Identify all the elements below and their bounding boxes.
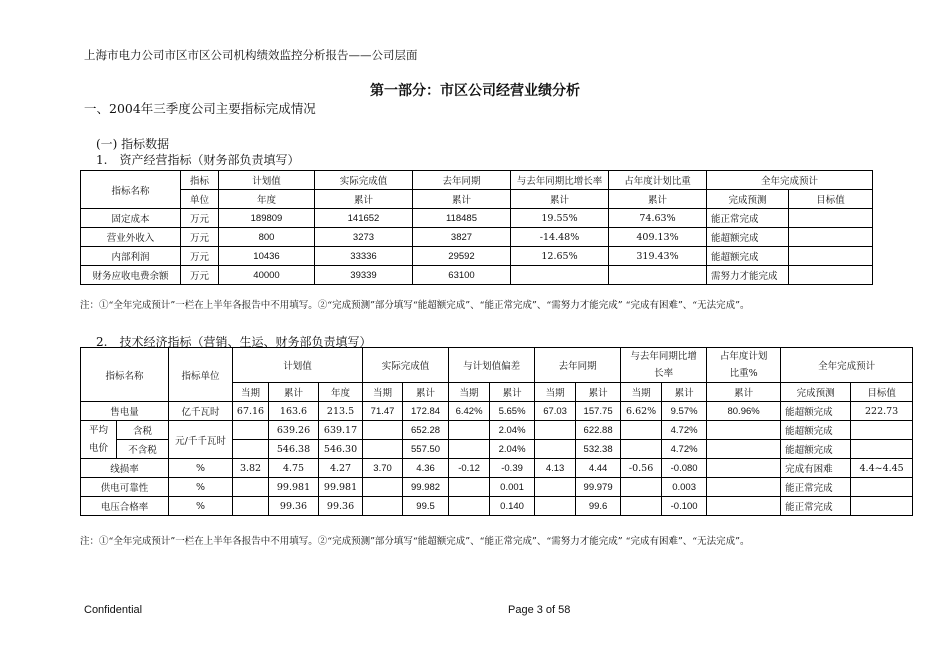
- data-cell: 546.30: [319, 440, 363, 459]
- data-cell: 6.62%: [621, 402, 662, 421]
- data-cell: 4.13: [535, 459, 576, 478]
- data-cell: 99.981: [319, 478, 363, 497]
- data-cell: [851, 497, 913, 516]
- data-cell: 222.73: [851, 402, 913, 421]
- data-cell: 67.03: [535, 402, 576, 421]
- data-cell: 4.44: [576, 459, 621, 478]
- indicator-unit: 万元: [181, 247, 219, 266]
- data-cell: 4.27: [319, 459, 363, 478]
- actual-value: 33336: [315, 247, 413, 266]
- header-plan-share: 占年度计划比重: [609, 171, 707, 190]
- yoy-growth: 19.55%: [511, 209, 609, 228]
- data-cell: 能正常完成: [781, 478, 851, 497]
- data-cell: [621, 421, 662, 440]
- data-cell: 4.75: [269, 459, 319, 478]
- header-indicator: 指标: [181, 171, 219, 190]
- data-cell: 99.979: [576, 478, 621, 497]
- plan-share: 409.13%: [609, 228, 707, 247]
- last-year-value: 118485: [413, 209, 511, 228]
- header-yoy-line1: 与去年同期比增: [630, 351, 697, 362]
- data-cell: -0.56: [621, 459, 662, 478]
- data-cell: -0.12: [449, 459, 490, 478]
- header-plan: 计划值: [219, 171, 315, 190]
- indicator-name: 电压合格率: [81, 497, 169, 516]
- table-row: [81, 228, 873, 247]
- plan-value: 189809: [219, 209, 315, 228]
- plan-share: [609, 266, 707, 285]
- data-cell: 157.75: [576, 402, 621, 421]
- subheader-cell: 累计: [269, 383, 319, 402]
- indicator-name: 线损率: [81, 459, 169, 478]
- data-cell: [535, 421, 576, 440]
- data-cell: [535, 497, 576, 516]
- table-row: [81, 478, 913, 497]
- data-cell: 4.72%: [662, 421, 707, 440]
- indicator-name: 供电可靠性: [81, 478, 169, 497]
- subheader-year: 年度: [219, 190, 315, 209]
- data-cell: -0.080: [662, 459, 707, 478]
- header-unit: 单位: [181, 190, 219, 209]
- data-cell: [851, 421, 913, 440]
- table-row: [81, 497, 913, 516]
- indicator-name: 财务应收电费余额: [81, 266, 181, 285]
- header-actual: 实际完成值: [315, 171, 413, 190]
- data-cell: 99.6: [576, 497, 621, 516]
- table-row: [81, 266, 873, 285]
- data-cell: [851, 478, 913, 497]
- data-cell: [233, 497, 269, 516]
- data-cell: [363, 421, 403, 440]
- subheader-prediction: 完成预测: [707, 190, 789, 209]
- subsection-2-title: 2. 技术经济指标（营销、生运、财务部负责填写）: [96, 335, 372, 349]
- subheader-target: 目标值: [789, 190, 873, 209]
- running-header: 上海市电力公司市区市区公司机构绩效监控分析报告——公司层面: [84, 48, 418, 62]
- technical-indicator-table: [80, 347, 913, 516]
- last-year-value: 63100: [413, 266, 511, 285]
- data-cell: 3.82: [233, 459, 269, 478]
- data-cell: 0.140: [490, 497, 535, 516]
- data-cell: 完成有困难: [781, 459, 851, 478]
- data-cell: 99.5: [403, 497, 449, 516]
- plan-value: 10436: [219, 247, 315, 266]
- yoy-growth: [511, 266, 609, 285]
- data-cell: [707, 440, 781, 459]
- table-row: [81, 247, 873, 266]
- header-share-line2: 比重%: [729, 368, 758, 379]
- data-cell: [535, 478, 576, 497]
- subheader-cumulative: 累计: [511, 190, 609, 209]
- data-cell: 652.28: [403, 421, 449, 440]
- data-cell: 4.4~4.45: [851, 459, 913, 478]
- avg-price-line2: 电价: [88, 442, 108, 454]
- header-plan: 计划值: [233, 348, 363, 383]
- yoy-growth: -14.48%: [511, 228, 609, 247]
- data-cell: 能正常完成: [781, 497, 851, 516]
- header-yoy-line2: 长率: [654, 368, 674, 379]
- data-cell: [449, 421, 490, 440]
- table-row: [81, 421, 913, 440]
- table-row: [81, 402, 913, 421]
- forecast-target: [789, 266, 873, 285]
- indicator-name: 内部利润: [81, 247, 181, 266]
- subheader-cumulative: 累计: [609, 190, 707, 209]
- data-cell: [449, 440, 490, 459]
- data-cell: -0.39: [490, 459, 535, 478]
- actual-value: 141652: [315, 209, 413, 228]
- indicator-unit: 万元: [181, 209, 219, 228]
- header-indicator-name: 指标名称: [81, 171, 181, 209]
- data-cell: [363, 440, 403, 459]
- yoy-growth: 12.65%: [511, 247, 609, 266]
- subheader-cell: 完成预测: [781, 383, 851, 402]
- data-cell: 9.57%: [662, 402, 707, 421]
- header-actual: 实际完成值: [363, 348, 449, 383]
- plan-share: 319.43%: [609, 247, 707, 266]
- data-cell: 6.42%: [449, 402, 490, 421]
- data-cell: [363, 497, 403, 516]
- plan-value: 800: [219, 228, 315, 247]
- data-cell: 163.6: [269, 402, 319, 421]
- part-title: 第一部分：市区公司经营业绩分析: [370, 83, 580, 99]
- forecast-target: [789, 209, 873, 228]
- indicator-name: 固定成本: [81, 209, 181, 228]
- header-last-year: 去年同期: [413, 171, 511, 190]
- header-yoy: 与去年同期比增长率: [511, 171, 609, 190]
- data-cell: 能超额完成: [781, 421, 851, 440]
- subheader-cell: 累计: [576, 383, 621, 402]
- last-year-value: 29592: [413, 247, 511, 266]
- last-year-value: 3827: [413, 228, 511, 247]
- forecast-prediction: 能超额完成: [707, 228, 789, 247]
- data-cell: 67.16: [233, 402, 269, 421]
- data-cell: 2.04%: [490, 421, 535, 440]
- subheader-cell: 累计: [490, 383, 535, 402]
- data-cell: [233, 478, 269, 497]
- data-cell: 5.65%: [490, 402, 535, 421]
- data-cell: 546.38: [269, 440, 319, 459]
- data-cell: 2.04%: [490, 440, 535, 459]
- forecast-prediction: 需努力才能完成: [707, 266, 789, 285]
- indicator-unit: %: [169, 459, 233, 478]
- data-cell: 99.981: [269, 478, 319, 497]
- data-cell: [233, 440, 269, 459]
- header-indicator-name: 指标名称: [81, 348, 169, 402]
- indicator-name: 营业外收入: [81, 228, 181, 247]
- subheader-cell: 累计: [662, 383, 707, 402]
- subheader-cell: 当期: [535, 383, 576, 402]
- subsection-a: (一) 指标数据: [96, 137, 170, 151]
- plan-share: 74.63%: [609, 209, 707, 228]
- data-cell: 3.70: [363, 459, 403, 478]
- footer-page-number: Page 3 of 58: [508, 604, 571, 616]
- data-cell: 能超额完成: [781, 440, 851, 459]
- subheader-cumulative: 累计: [315, 190, 413, 209]
- header-yoy: [621, 348, 707, 383]
- table1-note: 注：①“全年完成预计”一栏在上半年各报告中不用填写。②“完成预测”部分填写“能超额完成”、“能正常完成”、“需努力才能完成” “完成有困难”、“无法完成”。: [80, 300, 750, 311]
- data-cell: [707, 478, 781, 497]
- subheader-cell: 当期: [363, 383, 403, 402]
- indicator-unit: %: [169, 478, 233, 497]
- plan-value: 40000: [219, 266, 315, 285]
- table-row: [81, 459, 913, 478]
- data-cell: 能超额完成: [781, 402, 851, 421]
- section-title: 一、2004年三季度公司主要指标完成情况: [84, 101, 316, 116]
- header-indicator-unit: 指标单位: [169, 348, 233, 402]
- subheader-cell: 当期: [449, 383, 490, 402]
- data-cell: [535, 440, 576, 459]
- header-deviation: 与计划值偏差: [449, 348, 535, 383]
- data-cell: 172.84: [403, 402, 449, 421]
- forecast-prediction: 能正常完成: [707, 209, 789, 228]
- data-cell: 99.36: [269, 497, 319, 516]
- data-cell: 99.982: [403, 478, 449, 497]
- data-cell: 71.47: [363, 402, 403, 421]
- data-cell: 4.72%: [662, 440, 707, 459]
- header-plan-share: [707, 348, 781, 383]
- subheader-cumulative: 累计: [413, 190, 511, 209]
- forecast-target: [789, 247, 873, 266]
- data-cell: [707, 459, 781, 478]
- data-cell: 622.88: [576, 421, 621, 440]
- subheader-cell: 目标值: [851, 383, 913, 402]
- data-cell: -0.100: [662, 497, 707, 516]
- avg-price-unit: 元/千千瓦时: [169, 421, 233, 459]
- subsection-1-title: 1. 资产经营指标（财务部负责填写）: [96, 153, 300, 167]
- data-cell: 0.001: [490, 478, 535, 497]
- data-cell: [851, 440, 913, 459]
- indicator-unit: %: [169, 497, 233, 516]
- table2-note: 注：①“全年完成预计”一栏在上半年各报告中不用填写。②“完成预测”部分填写“能超额完成”、“能正常完成”、“需努力才能完成” “完成有困难”、“无法完成”。: [80, 536, 750, 547]
- data-cell: [621, 497, 662, 516]
- data-cell: 532.38: [576, 440, 621, 459]
- data-cell: 80.96%: [707, 402, 781, 421]
- asset-indicator-table: [80, 170, 873, 285]
- actual-value: 3273: [315, 228, 413, 247]
- indicator-unit: 亿千瓦时: [169, 402, 233, 421]
- data-cell: [449, 497, 490, 516]
- indicator-name: 售电量: [81, 402, 169, 421]
- data-cell: [621, 478, 662, 497]
- subheader-cell: 当期: [621, 383, 662, 402]
- data-cell: 557.50: [403, 440, 449, 459]
- data-cell: 213.5: [319, 402, 363, 421]
- header-share-line1: 占年度计划: [719, 351, 768, 362]
- data-cell: [707, 497, 781, 516]
- actual-value: 39339: [315, 266, 413, 285]
- subheader-cell: 年度: [319, 383, 363, 402]
- subheader-cell: 累计: [403, 383, 449, 402]
- data-cell: [621, 440, 662, 459]
- avg-price-line1: 平均: [88, 424, 108, 436]
- indicator-name: 不含税: [117, 440, 169, 459]
- data-cell: [707, 421, 781, 440]
- data-cell: [449, 478, 490, 497]
- subheader-cell: 累计: [707, 383, 781, 402]
- data-cell: 4.36: [403, 459, 449, 478]
- data-cell: 639.26: [269, 421, 319, 440]
- forecast-target: [789, 228, 873, 247]
- subheader-cell: 当期: [233, 383, 269, 402]
- header-last-year: 去年同期: [535, 348, 621, 383]
- data-cell: 639.17: [319, 421, 363, 440]
- data-cell: 0.003: [662, 478, 707, 497]
- data-cell: [233, 421, 269, 440]
- indicator-unit: 万元: [181, 228, 219, 247]
- footer-confidential: Confidential: [84, 604, 143, 616]
- table-row: [81, 209, 873, 228]
- forecast-prediction: 能超额完成: [707, 247, 789, 266]
- indicator-name: 含税: [117, 421, 169, 440]
- header-forecast: 全年完成预计: [707, 171, 873, 190]
- avg-price-label: [81, 421, 117, 459]
- header-forecast: 全年完成预计: [781, 348, 913, 383]
- data-cell: [363, 478, 403, 497]
- indicator-unit: 万元: [181, 266, 219, 285]
- data-cell: 99.36: [319, 497, 363, 516]
